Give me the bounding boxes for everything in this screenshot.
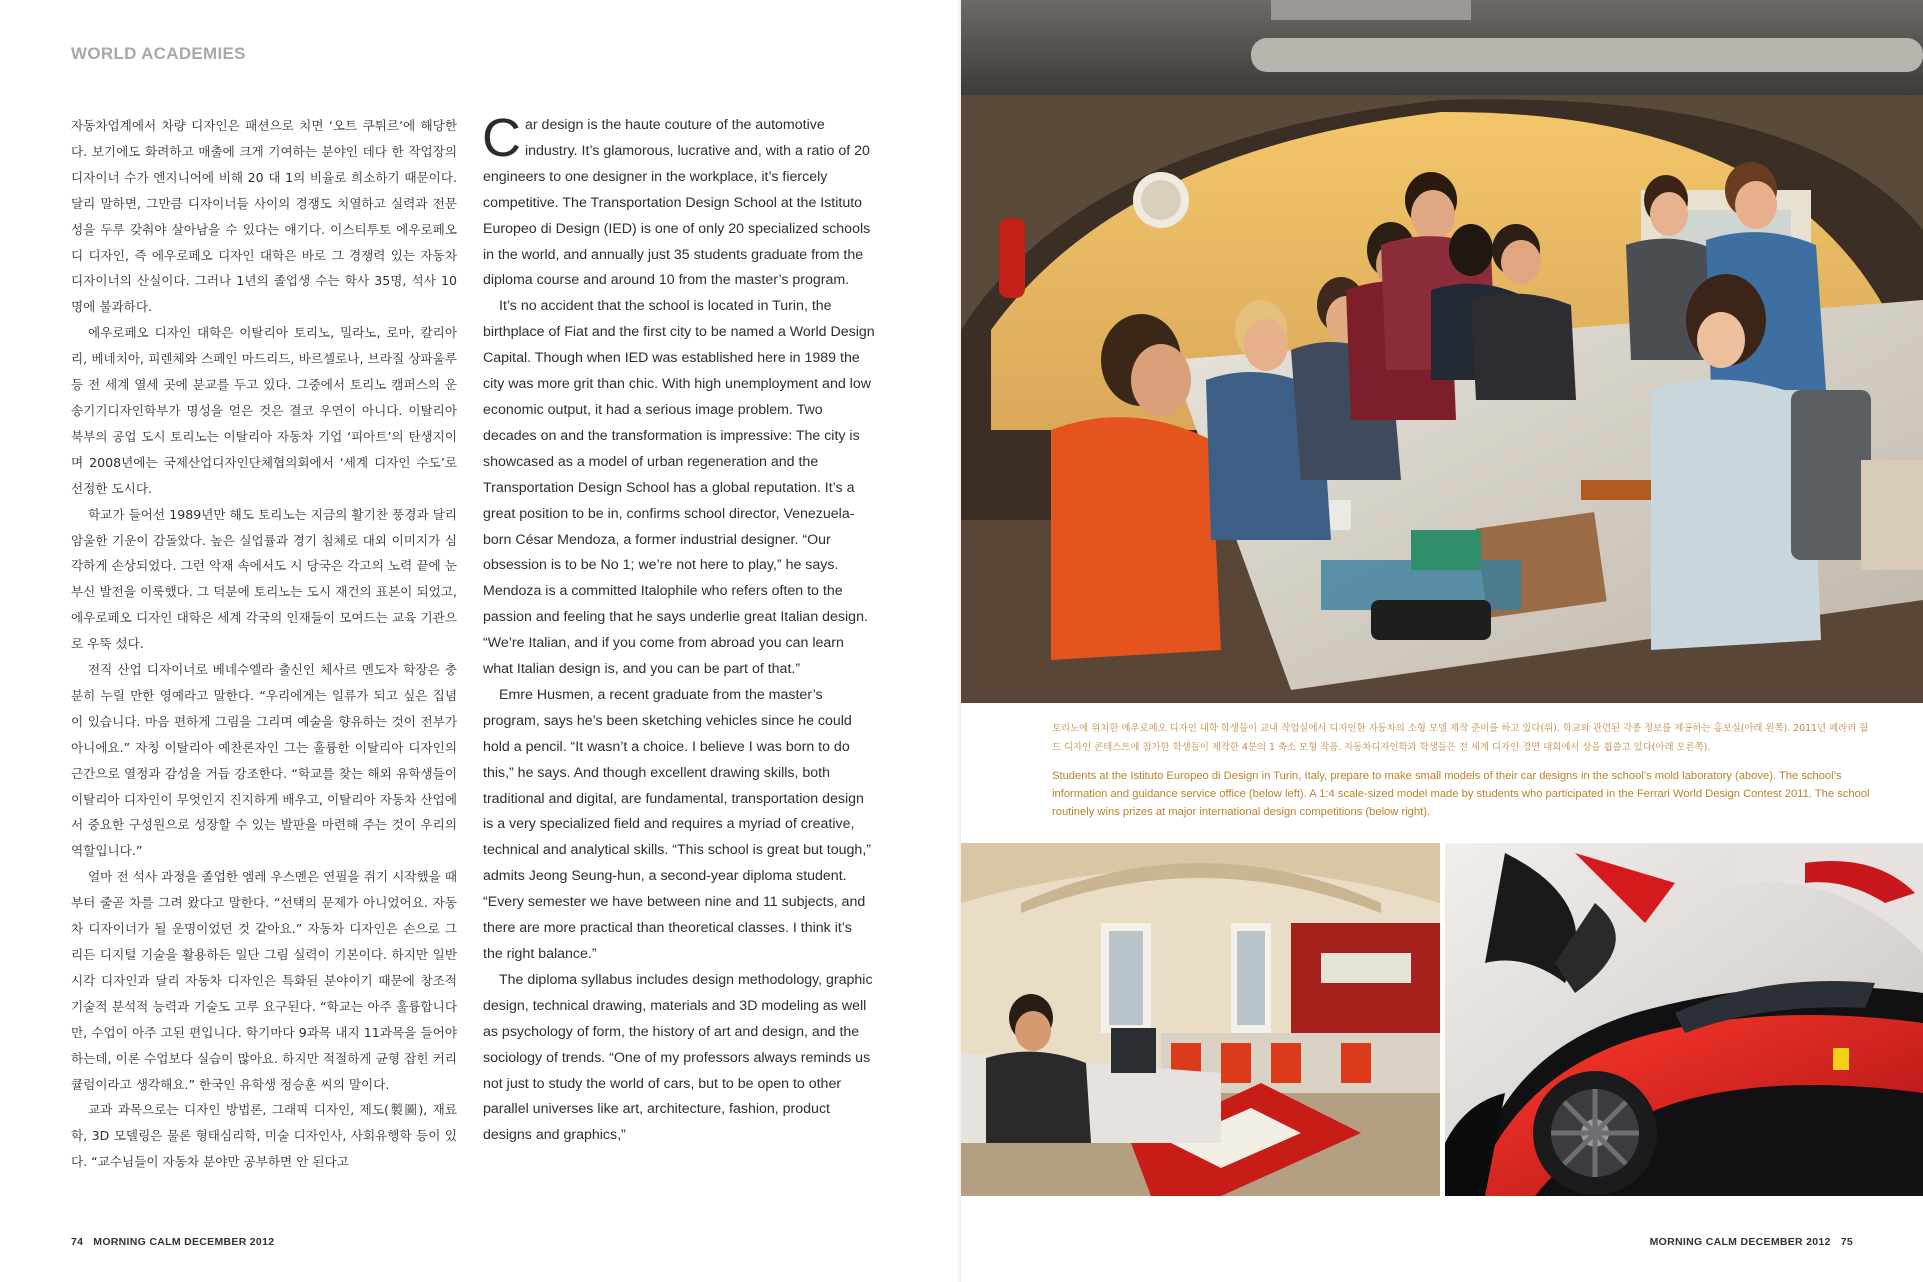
english-paragraph-text: ar design is the haute couture of the automotive industry. It’s glamorous, lucrative and, with a ratio of 20 engineers to one designer in the workplace, it’s fiercely competitive. The Transportation Design School at the Istituto Europeo di Design (IED) is one of only 20 specialized schools in the world, and annually just 35 students graduate from the diploma course and around 10 from the master’s program. (483, 117, 871, 289)
english-paragraph: Emre Husmen, a recent graduate from the master’s program, says he’s been sketching vehicles since he could hold a pencil. “It wasn’t a choice. I believe I was born to do this,” he says. And though excellent drawing skills, both traditional and digital, are fundamental, transportation design is a very specialized field and requires a myriad of creative, technical and analytical skills. “This school is great but tough,” admits Jeong Seung-hun, a second-year diploma student. “Every semester we have between nine and 11 subjects, and there are more practical than theoretical classes. I think it’s the right balance.” (483, 686, 871, 962)
publication-label-right: MORNING CALM DECEMBER 2012 (1649, 1236, 1831, 1248)
page-number-left: 74 (71, 1236, 84, 1248)
korean-paragraph: 자동차업계에서 차량 디자인은 패션으로 치면 ‘오트 쿠튀르’에 해당한다. 보기에도 화려하고 매출에 크게 기여하는 분야인 데다 한 작업장의 디자이너 수가 엔지니어에 비해 20 대 1의 비율로 희소하기 때문이다. 달리 말하면, 그만큼 디자이너들 사이의 경쟁도 치열하고 실력과 전문성을 두루 갖춰야 살아남을 수 있다는 얘기다. 이스티투토 에우로페오 디 디자인, 즉 에우로페오 디자인 대학은 바로 그 경쟁력 있는 자동차 디자이너의 산실이다. 그러나 1년의 졸업생 수는 학사 35명, 석사 10명에 불과하다. (71, 118, 457, 315)
photo-mold-laboratory (961, 0, 1923, 703)
korean-paragraph: 얼마 전 석사 과정을 졸업한 엠레 우스멘은 연필을 쥐기 시작했을 때부터 줄곧 차를 그려 왔다고 말한다. “선택의 문제가 아니었어요. 자동차 디자이너가 될 운명이었던 것 같아요.” 자동차 디자인은 손으로 그리든 디지털 기술을 활용하든 일단 그림 실력이 기본이다. 하지만 일반 시각 디자인과 달리 자동차 디자인은 특화된 분야이기 때문에 창조적 기술적 분석적 능력과 기술도 고루 요구된다. “학교는 아주 훌륭합니다만, 수업이 아주 고된 편입니다. 학기마다 9과목 내지 11과목을 들어야 하는데, 이론 수업보다 실습이 많아요. 하지만 적절하게 균형 잡힌 커리큘럼이라고 생각해요.” 한국인 유학생 정승훈 씨의 말이다. (71, 869, 457, 1092)
caption-english: Students at the Istituto Europeo di Design in Turin, Italy, prepare to make small models of their car designs in the school’s mold laboratory (above). The school’s information and guidance service office (below left). A 1:4 scale-sized model made by students who participated in the Ferrari World Design Contest 2011. The school routinely wins prizes at major international design competitions (below right). (1052, 770, 1870, 818)
photo-ferrari-model (1445, 843, 1923, 1196)
photo-information-office (961, 843, 1440, 1196)
section-label: WORLD ACADEMIES (71, 44, 246, 63)
english-paragraph (482, 108, 875, 294)
english-paragraph: It’s no accident that the school is located in Turin, the birthplace of Fiat and the first city to be named a World Design Capital. Though when IED was established here in 1989 the city was more grit than chic. With high unemployment and low economic output, it had a serious image problem. Two decades on and the transformation is impressive: The city is showcased as a model of urban regeneration and the Transportation Design School has a global reputation. It’s a great position to be in, confirms school director, Venezuela-born César Mendoza, a former industrial designer. “Our obsession is to be No 1; we’re not here to play,” he says. Mendoza is a committed Italophile who refers often to the passion and feeling that he says underlie great Italian design. “We’re Italian, and if you come from abroad you can learn what Italian design is, and you can be part of that.” (483, 298, 875, 678)
publication-label-left: MORNING CALM DECEMBER 2012 (93, 1236, 275, 1248)
korean-paragraph: 에우로페오 디자인 대학은 이탈리아 토리노, 밀라노, 로마, 칼리아리, 베네치아, 피렌체와 스페인 마드리드, 바르셀로나, 브라질 상파울루 등 전 세계 열세 곳에 분교를 두고 있다. 그중에서 토리노 캠퍼스의 운송기기디자인학부가 명성을 얻은 것은 결코 우연이 아니다. 이탈리아 북부의 공업 도시 토리노는 이탈리아 자동차 기업 ‘피아트’의 탄생지이며 2008년에는 국제산업디자인단체협의회에서 ‘세계 디자인 수도’로 선정한 도시다. (71, 325, 457, 496)
english-article-column (482, 108, 875, 1149)
english-paragraph: The diploma syllabus includes design methodology, graphic design, technical drawing, materials and 3D modeling as well as psychology of form, the history of art and design, and the sociology of trends. “One of my professors always reminds us not just to study the world of cars, but to be open to other parallel universes like art, architecture, fashion, product designs and graphics,” (483, 971, 873, 1144)
folio-right (1650, 1236, 1853, 1248)
korean-paragraph: 전직 산업 디자이너로 베네수엘라 출신인 체사르 멘도자 학장은 충분히 누릴 만한 영예라고 말한다. “우리에게는 일류가 되고 싶은 집념이 있습니다. 마음 편하게 그림을 그리며 예술을 향유하는 것이 전부가 아니에요.” 자칭 이탈리아 예찬론자인 그는 훌륭한 이탈리아 디자인의 근간으로 열정과 감성을 거듭 강조한다. “학교를 찾는 해외 유학생들이 이탈리아 디자인이 무엇인지 진지하게 배우고, 이탈리아 자동차 산업에서 중요한 구성원으로 성장할 수 있는 발판을 마련해 주는 것이 우리의 역할입니다.” (71, 662, 457, 859)
page-number-right: 75 (1840, 1236, 1853, 1248)
drop-cap: C (482, 108, 521, 168)
folio-left (71, 1236, 274, 1248)
caption-korean: 토리노에 위치한 에우로페오 디자인 대학 학생들이 교내 작업실에서 디자인한 자동차의 소형 모델 제작 준비를 하고 있다(위). 학교와 관련된 각종 정보를 제공하는 홍보실(아래 왼쪽). 2011년 페라리 월드 디자인 콘테스트에 참가한 학생들이 제작한 4분의 1 축소 모형 작품. 자동차디자인학과 학생들은 전 세계 디자인 경연 대회에서 상을 휩쓸고 있다(아래 오른쪽). (1052, 723, 1869, 753)
korean-article-column (71, 113, 457, 1175)
korean-paragraph: 교과 과목으로는 디자인 방법론, 그래픽 디자인, 제도(製圖), 재료학, 3D 모델링은 물론 형태심리학, 미술 디자인사, 사회유행학 등이 있다. “교수님들이 자동차 분야만 공부하면 안 된다고 (71, 1102, 457, 1170)
korean-paragraph: 학교가 들어선 1989년만 해도 토리노는 지금의 활기찬 풍경과 달리 암울한 기운이 감돌았다. 높은 실업률과 경기 침체로 대외 이미지가 심각하게 손상되었다. 그런 악재 속에서도 시 당국은 각고의 노력 끝에 눈부신 발전을 이룩했다. 그 덕분에 토리노는 도시 재건의 표본이 되었고, 에우로페오 디자인 대학은 세계 각국의 인재들이 모여드는 교육 기관으로 우뚝 섰다. (71, 506, 457, 652)
photo-captions (1052, 720, 1870, 821)
